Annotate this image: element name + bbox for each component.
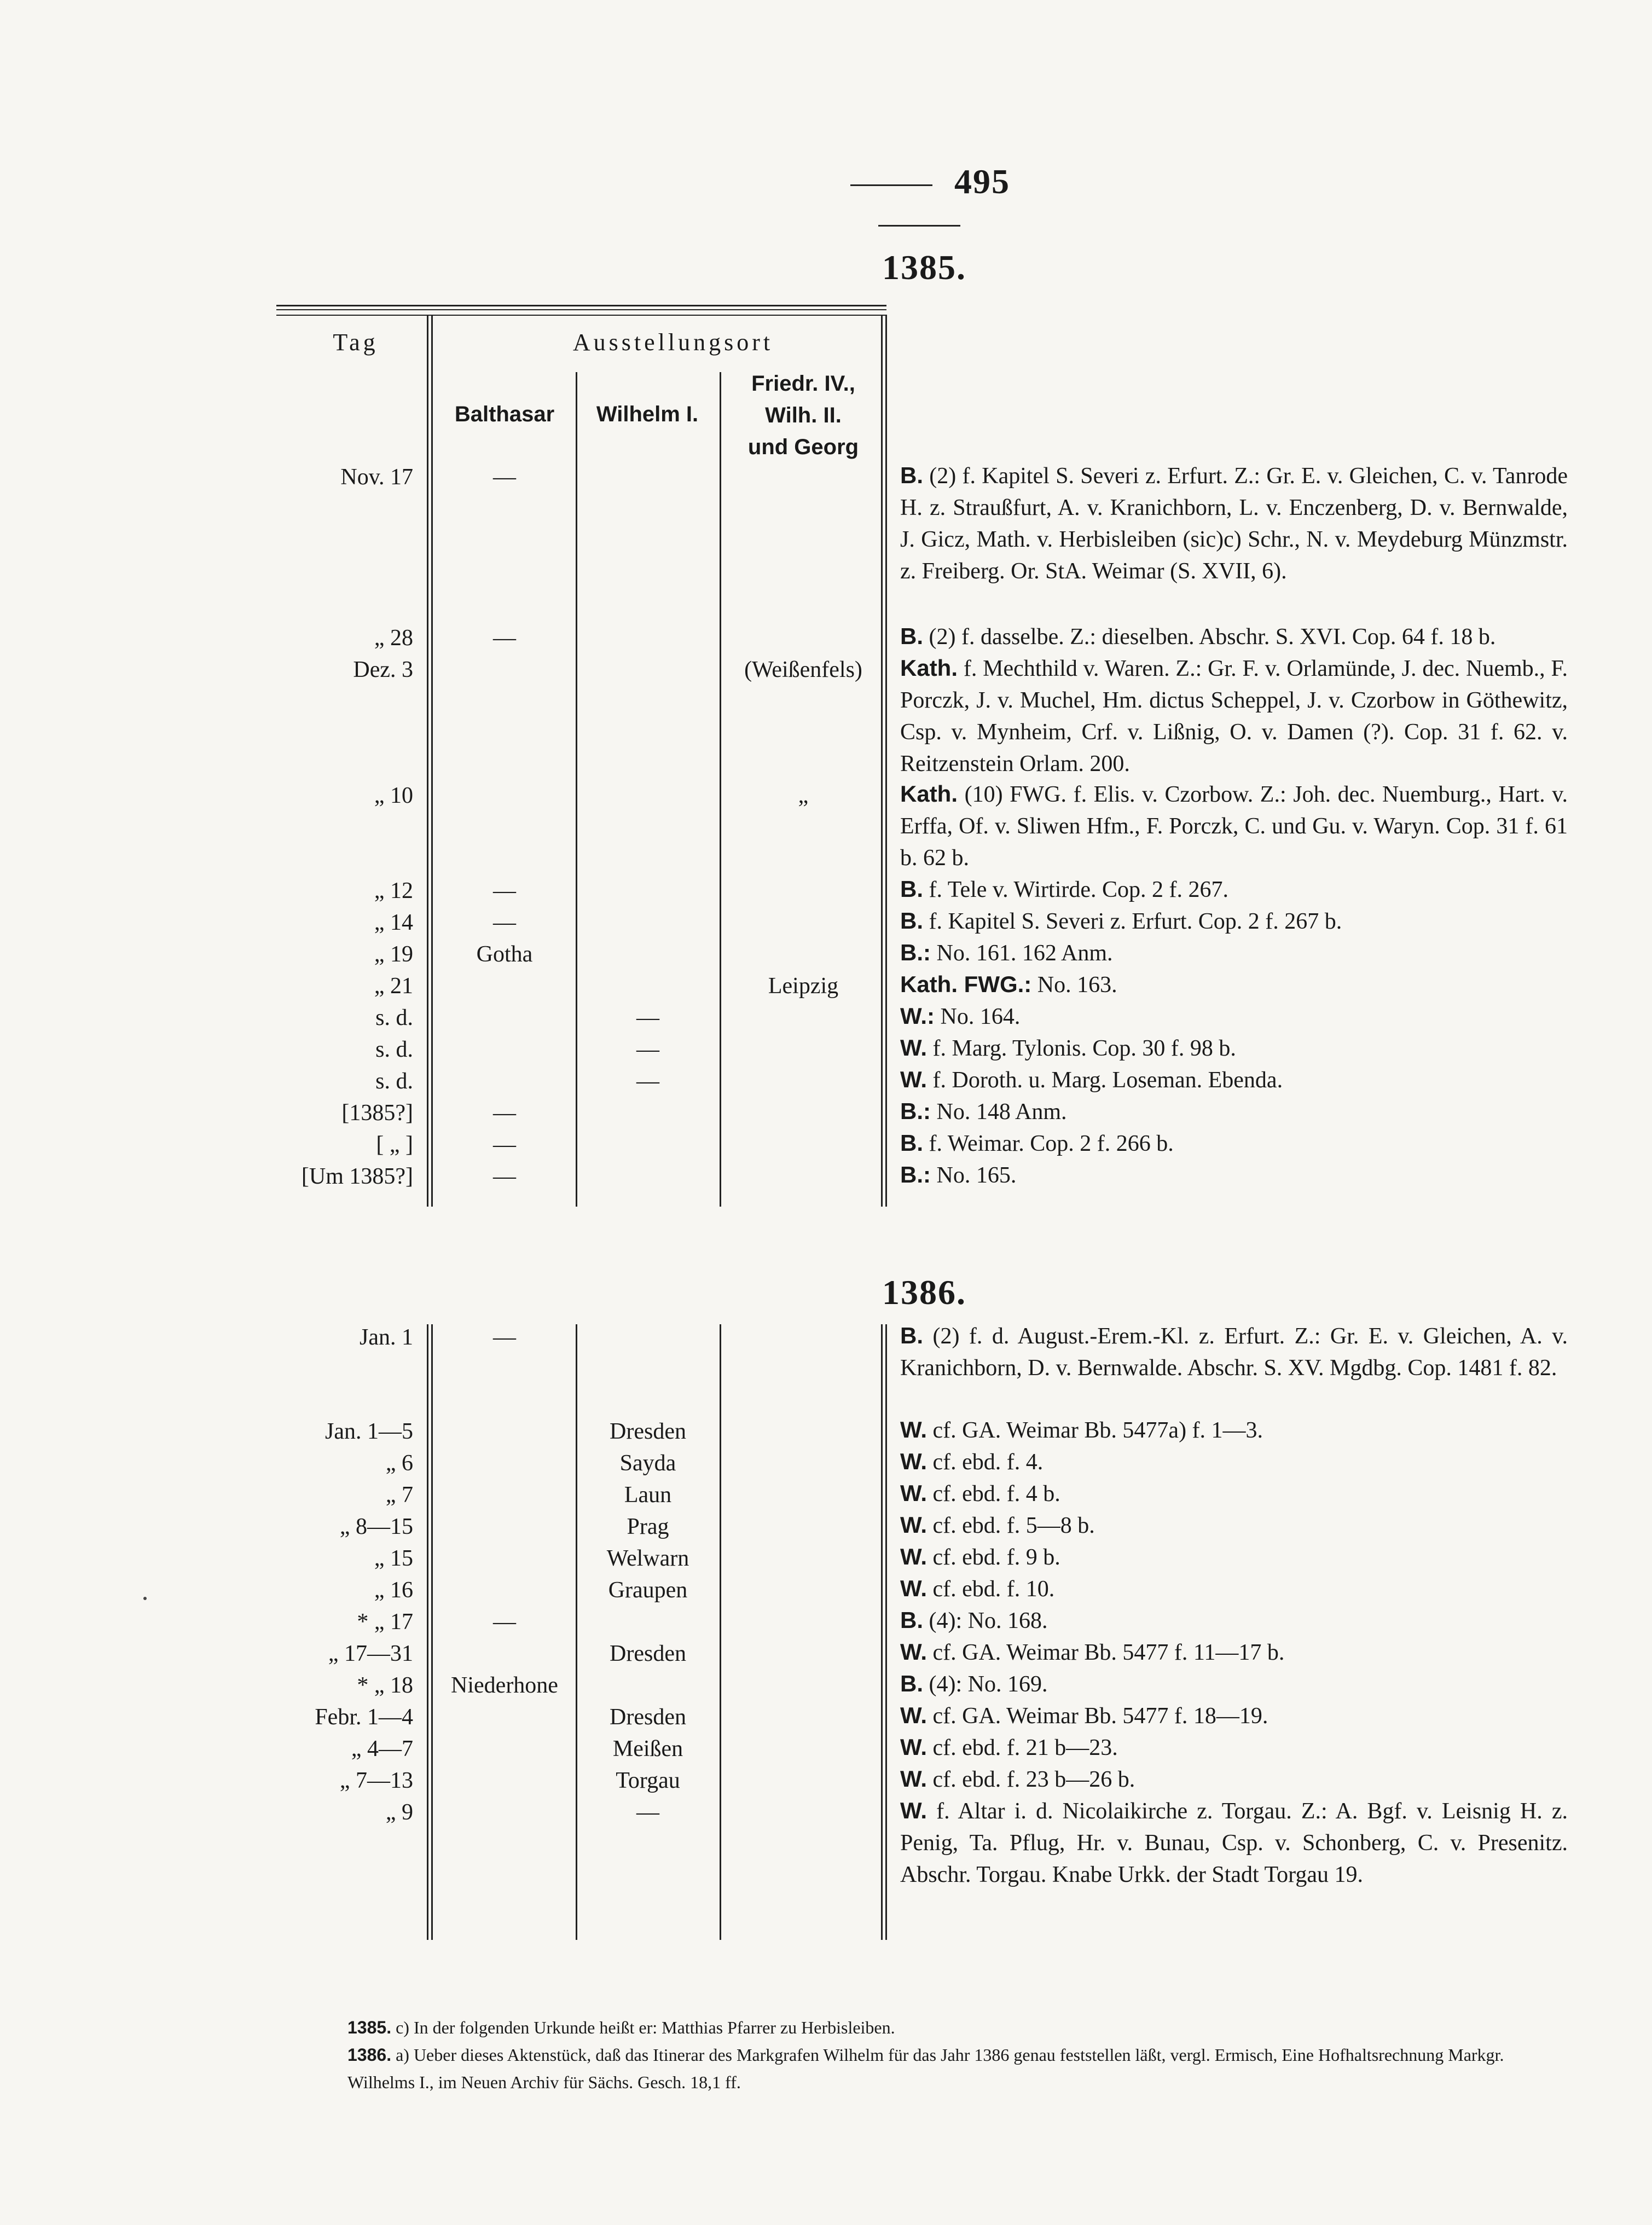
regest-siglum: B. (900, 623, 923, 649)
cell-bal: Niederhone (451, 1673, 558, 1698)
cell-tag: „ 15 (374, 1546, 413, 1571)
cell-regest (900, 1477, 1568, 1510)
cell-regest (900, 1032, 1568, 1064)
regest-text: cf. GA. Weimar Bb. 5477 f. 11—17 b. (927, 1640, 1285, 1665)
cell-regest (900, 1541, 1568, 1573)
regest-siglum: B. (900, 1323, 923, 1348)
cell-tag: s. d. (375, 1037, 413, 1062)
regest-text: cf. GA. Weimar Bb. 5477a) f. 1—3. (927, 1418, 1263, 1443)
cell-bal: — (493, 1609, 516, 1635)
regest-text: cf. ebd. f. 23 b—26 b. (927, 1767, 1135, 1792)
cell-tag: „ 6 (385, 1451, 413, 1476)
regest-siglum: Kath. (900, 781, 958, 807)
footnote-1386: 1386. a) Ueber dieses Aktenstück, daß das Itinerar des Markgrafen Wilhelm für das Jahr 1386 genau feststellen läßt, vergl. Ermisch, Eine Hofhaltsrechnung Markgr. Wilhelms I., im Neuen Archiv für Sächs. Gesch. 18,1 ff. (347, 2045, 1504, 2092)
regest-text: No. 161. 162 Anm. (931, 941, 1113, 966)
vrule2-wil (720, 1324, 721, 1940)
regest-siglum: B.: (900, 1098, 931, 1124)
cell-bal: Gotha (476, 942, 533, 967)
regest-siglum: W. (900, 1480, 927, 1506)
regest-text: f. Mechthild v. Waren. Z.: Gr. F. v. Orlamünde, J. dec. Nuemb., F. Porczk, J. v. Muchel, Hm. dictus Scheppel, J. v. Czorbow in Göthewitz, Csp. v. Mynheim, Crf. v. Lißnig, O. v. Damen (?). Cop. 31 f. 62. v. Reitzenstein Orlam. 200. (900, 656, 1568, 777)
regest-siglum: W. (900, 1734, 927, 1760)
cell-tag: [Um 1385?] (301, 1164, 413, 1189)
cell-regest (900, 1700, 1568, 1732)
cell-regest (900, 652, 1568, 780)
cell-tag: [ „ ] (376, 1132, 413, 1157)
regest-text: (4): No. 169. (923, 1672, 1048, 1697)
rule-right (878, 225, 960, 227)
cell-regest (900, 460, 1568, 587)
cell-tag: „ 14 (374, 910, 413, 935)
cell-tag: * „ 18 (357, 1673, 413, 1698)
cell-regest (900, 1509, 1568, 1542)
cell-tag: Nov. 17 (340, 465, 413, 490)
regest-siglum: W. (900, 1512, 927, 1538)
cell-tag: „ 16 (374, 1578, 413, 1603)
rule-left (850, 184, 932, 186)
cell-tag: Dez. 3 (353, 657, 413, 682)
cell-regest (900, 1731, 1568, 1764)
regest-text: cf. ebd. f. 5—8 b. (927, 1513, 1095, 1538)
regest-siglum: B.: (900, 1162, 931, 1187)
cell-bal: — (493, 1100, 516, 1126)
cell-wil: — (636, 1069, 659, 1094)
cell-tag: „ 12 (374, 878, 413, 903)
cell-wil: Meißen (612, 1736, 683, 1762)
regest-siglum: B. (900, 876, 923, 902)
regest-text: (4): No. 168. (923, 1608, 1048, 1633)
header-tag: Tag (333, 329, 379, 356)
cell-bal: — (493, 625, 516, 651)
regest-text: No. 165. (931, 1163, 1017, 1188)
regest-text: No. 148 Anm. (931, 1099, 1067, 1125)
cell-regest (900, 1320, 1568, 1384)
regest-siglum: Kath. FWG.: (900, 971, 1032, 997)
cell-tag: Febr. 1—4 (315, 1705, 413, 1730)
cell-regest (900, 937, 1568, 969)
cell-wil: Torgau (616, 1768, 680, 1793)
regest-text: cf. ebd. f. 21 b—23. (927, 1735, 1118, 1760)
cell-fri: (Weißenfels) (744, 657, 862, 682)
cell-fri: Leipzig (768, 974, 839, 999)
vrule-tag (427, 315, 428, 1207)
regest-siglum: W. (900, 1417, 927, 1442)
regest-siglum: W. (900, 1544, 927, 1569)
cell-tag: * „ 17 (357, 1609, 413, 1635)
cell-regest (900, 1604, 1568, 1637)
cell-tag: „ 4—7 (351, 1736, 413, 1762)
regest-text: cf. ebd. f. 4 b. (927, 1481, 1060, 1506)
regest-text: cf. ebd. f. 4. (927, 1450, 1044, 1475)
cell-regest (900, 1573, 1568, 1605)
regest-text: f. Marg. Tylonis. Cop. 30 f. 98 b. (927, 1036, 1236, 1061)
regest-siglum: B. (900, 1671, 923, 1696)
cell-wil: Dresden (610, 1705, 686, 1730)
vrule2-fri-2 (885, 1324, 887, 1940)
regest-text: No. 164. (934, 1004, 1021, 1029)
cell-tag: Jan. 1 (360, 1325, 413, 1350)
cell-regest (900, 873, 1568, 906)
regest-text: f. Weimar. Cop. 2 f. 266 b. (923, 1131, 1174, 1156)
cell-tag: „ 19 (374, 942, 413, 967)
cell-tag: „ 28 (374, 625, 413, 651)
regest-text: (2) f. dasselbe. Z.: dieselben. Abschr. S. XVI. Cop. 64 f. 18 b. (923, 624, 1496, 650)
vrule-fri-2 (885, 315, 887, 1207)
cell-tag: „ 7 (385, 1482, 413, 1508)
page-number: 495 (766, 161, 1073, 242)
header-ausstellungsort: Ausstellungsort (572, 329, 774, 356)
cell-tag: „ 10 (374, 783, 413, 808)
cell-regest (900, 1795, 1568, 1891)
cell-regest (900, 1414, 1568, 1446)
regest-text: f. Doroth. u. Marg. Loseman. Ebenda. (927, 1068, 1283, 1093)
cell-tag: „ 21 (374, 974, 413, 999)
year-heading-1385: 1385. (882, 248, 966, 287)
cell-bal: — (493, 878, 516, 903)
regest-text: f. Tele v. Wirtirde. Cop. 2 f. 267. (923, 877, 1228, 902)
header-wilhelm: Wilhelm I. (596, 402, 699, 426)
regest-text: (2) f. d. August.-Erem.-Kl. z. Erfurt. Z.: Gr. E. v. Gleichen, A. v. Kranichborn, D. v. Bernwalde. Abschr. S. XV. Mgdbg. Cop. 1481 f. 82. (900, 1324, 1568, 1381)
cell-regest (900, 905, 1568, 937)
regest-text: f. Kapitel S. Severi z. Erfurt. Cop. 2 f. 267 b. (923, 909, 1342, 934)
regest-text: (2) f. Kapitel S. Severi z. Erfurt. Z.: Gr. E. v. Gleichen, C. v. Tanrode H. z. Straußfurt, A. v. Kranichborn, L. v. Enczenberg, D. v. Bernwalde, J. Gicz, Math. v. Herbisleiben (sic)c) Schr., N. v. Meydeburg Münzmstr. z. Freiberg. Or. StA. Weimar (S. XVII, 6). (900, 463, 1568, 584)
cell-tag: „ 9 (385, 1800, 413, 1825)
cell-regest (900, 969, 1568, 1001)
cell-tag: Jan. 1—5 (325, 1419, 413, 1444)
regest-siglum: W. (900, 1067, 927, 1092)
regest-siglum: W. (900, 1575, 927, 1601)
cell-wil: Graupen (608, 1578, 688, 1603)
vrule2-fri (881, 1324, 883, 1940)
regest-text: cf. ebd. f. 10. (927, 1577, 1055, 1602)
table-top-rule-3 (276, 315, 886, 316)
cell-wil: — (636, 1005, 659, 1030)
cell-regest (900, 1636, 1568, 1668)
regest-text: cf. ebd. f. 9 b. (927, 1545, 1060, 1570)
cell-wil: — (636, 1037, 659, 1062)
footnotes (347, 2014, 1562, 2096)
cell-tag: s. d. (375, 1069, 413, 1094)
cell-wil: Sayda (619, 1451, 676, 1476)
regest-siglum: B. (900, 462, 923, 488)
margin-dot (143, 1597, 147, 1600)
header-balthasar: Balthasar (454, 402, 555, 426)
year-heading-1386: 1386. (882, 1273, 966, 1312)
vrule-tag-2 (431, 315, 433, 1207)
cell-wil: Welwarn (606, 1546, 689, 1571)
cell-tag: „ 7—13 (339, 1768, 413, 1793)
cell-regest (900, 1127, 1568, 1160)
regest-siglum: Kath. (900, 655, 958, 681)
vrule2-bal (576, 1324, 577, 1940)
cell-bal: — (493, 1164, 516, 1189)
cell-tag: „ 8—15 (339, 1514, 413, 1539)
cell-regest (900, 1446, 1568, 1478)
regest-siglum: B. (900, 908, 923, 934)
regest-siglum: W. (900, 1766, 927, 1792)
cell-tag: [1385?] (341, 1100, 413, 1126)
regest-text: cf. GA. Weimar Bb. 5477 f. 18—19. (927, 1703, 1268, 1729)
regest-siglum: B. (900, 1130, 923, 1156)
cell-tag: „ 17—31 (328, 1641, 413, 1666)
cell-regest (900, 1763, 1568, 1795)
regest-text: f. Altar i. d. Nicolaikirche z. Torgau. Z.: A. Bgf. v. Leisnig H. z. Penig, Ta. Pflug, Hr. v. Bunau, Csp. v. Schonberg, C. v. Presenitz. Abschr. Torgau. Knabe Urkk. der Stadt Torgau 19. (900, 1799, 1568, 1887)
footnote-1385: 1385. c) In der folgenden Urkunde heißt er: Matthias Pfarrer zu Herbisleiben. (347, 2018, 895, 2037)
cell-fri: „ (798, 783, 809, 808)
header-friedrich: Friedr. IV., Wilh. II. und Georg (747, 372, 859, 459)
regest-siglum: B.: (900, 940, 931, 965)
vrule2-tag (427, 1324, 428, 1940)
table-top-rule-2 (276, 309, 886, 310)
cell-wil: Laun (624, 1482, 672, 1508)
cell-wil: — (636, 1800, 659, 1825)
cell-wil: Dresden (610, 1419, 686, 1444)
regest-siglum: W. (900, 1035, 927, 1061)
cell-bal: — (493, 465, 516, 490)
vrule2-tag-2 (431, 1324, 433, 1940)
regest-siglum: W. (900, 1448, 927, 1474)
cell-bal: — (493, 1325, 516, 1350)
cell-wil: Dresden (610, 1641, 686, 1666)
regest-text: No. 163. (1031, 972, 1117, 998)
regest-siglum: W. (900, 1798, 927, 1823)
cell-regest (900, 1668, 1568, 1700)
cell-regest (900, 621, 1568, 653)
cell-bal: — (493, 910, 516, 935)
cell-tag: s. d. (375, 1005, 413, 1030)
cell-regest (900, 1064, 1568, 1096)
regest-siglum: W.: (900, 1003, 935, 1029)
table-top-rule (276, 305, 886, 306)
regest-text: (10) FWG. f. Elis. v. Czorbow. Z.: Joh. dec. Nuemburg., Hart. v. Erffa, Of. v. Sliwen Hfm., F. Porczk, C. und Gu. v. Waryn. Cop. 31 f. 61 b. 62 b. (900, 782, 1568, 871)
cell-regest (900, 1096, 1568, 1128)
cell-regest (900, 1159, 1568, 1191)
regest-siglum: B. (900, 1607, 923, 1633)
regest-siglum: W. (900, 1702, 927, 1728)
cell-wil: Prag (627, 1514, 669, 1539)
cell-bal: — (493, 1132, 516, 1157)
cell-regest (900, 778, 1568, 874)
cell-regest (900, 1000, 1568, 1033)
regest-siglum: W. (900, 1639, 927, 1665)
